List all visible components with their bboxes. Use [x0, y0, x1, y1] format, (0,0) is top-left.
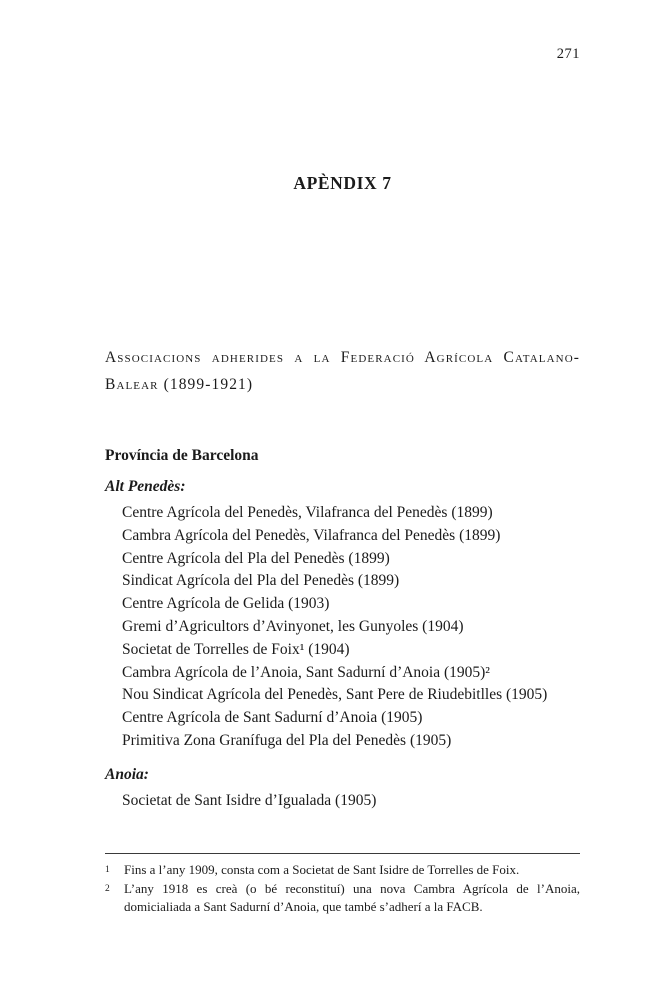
association-item: Sindicat Agrícola del Pla del Penedès (1899): [122, 572, 400, 590]
footnote: [105, 861, 580, 880]
association-item: Centre Agrícola de Gelida (1903): [122, 595, 330, 613]
association-item: Primitiva Zona Granífuga del Pla del Penedès (1905): [122, 731, 452, 749]
association-item: Cambra Agrícola del Penedès, Vilafranca del Penedès (1899): [122, 526, 501, 544]
association-item: Cambra Agrícola de l’Anoia, Sant Sadurní d’Anoia (1905)²: [122, 663, 490, 681]
association-list-anoia: [122, 790, 580, 813]
page-content: [0, 173, 650, 813]
appendix-heading: Associacions adherides a la Federació Agrícola Catalano-Balear (1899-1921): [105, 349, 580, 393]
association-item: Centre Agrícola del Penedès, Vilafranca del Penedès (1899): [122, 504, 493, 521]
footnote: [105, 880, 580, 916]
association-item: Gremi d’Agricultors d’Avinyonet, les Gunyoles (1904): [122, 617, 464, 635]
association-item: Societat de Sant Isidre d’Igualada (1905): [122, 791, 377, 809]
footnotes-block: [105, 853, 580, 915]
province-heading: Província de Barcelona: [105, 447, 259, 464]
appendix-title: APÈNDIX 7: [293, 173, 392, 193]
association-item: Nou Sindicat Agrícola del Penedès, Sant Pere de Riudebitlles (1905): [122, 686, 548, 704]
association-list-alt-penedes: [122, 502, 580, 753]
association-item: Centre Agrícola de Sant Sadurní d’Anoia (1905): [122, 709, 423, 727]
association-item: Centre Agrícola del Pla del Penedès (1899): [122, 549, 390, 567]
group-label-alt-penedes: Alt Penedès:: [105, 478, 186, 495]
footnote-marker: 1: [105, 865, 110, 875]
footnote-marker: 2: [105, 883, 110, 894]
association-item: Societat de Torrelles de Foix¹ (1904): [122, 640, 350, 658]
page-number: 271: [556, 46, 580, 62]
footnote-rule: [105, 853, 580, 854]
footnote-text: Fins a l’any 1909, consta com a Societat de Sant Isidre de Torrelles de Foix.: [124, 862, 520, 877]
group-label-anoia: Anoia:: [105, 765, 149, 783]
footnote-text: L’any 1918 es creà (o bé reconstituí) una nova Cambra Agrícola de l’Anoia, domicialiada a Sant Sadurní d’Anoia, que també s’adherí a la FACB.: [124, 880, 580, 914]
